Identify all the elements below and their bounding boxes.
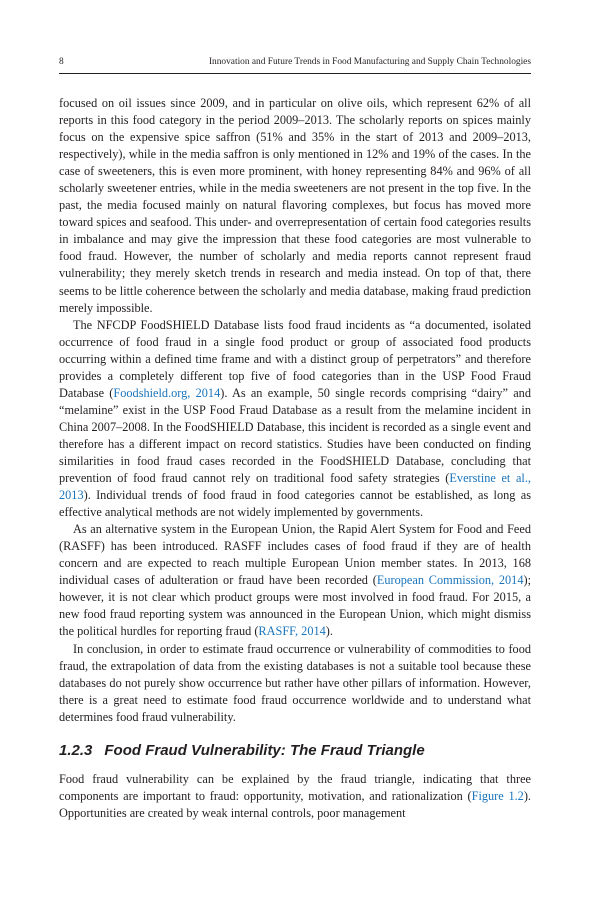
paragraph-2-text-c: ). Individual trends of food fraud in food categories cannot be established, as long as effective analytical methods are not widely implemented by governments. xyxy=(59,488,531,520)
paragraph-1-text: focused on oil issues since 2009, and in particular on olive oils, which represent 62% of all reports in this food category in the period 2009–2013. The scholarly reports on spices mainly focus on the expensive spice saffron (51% and 35% in the start of 2013 and 2009–2013, respectively), while in the media saffron is only mentioned in 12% and 19% of the cases. In the case of sweeteners, this is even more prominent, with honey representing 84% and 96% of all scholarly sweetener entries, while in the media sweeteners are not present in the top five. In the past, the media focused mainly on natural flavoring complexes, but focus has moved more toward spices and seafood. This under- and overrepresentation of certain food categories results in imbalance and may give the impression that these food categories are most vulnerable to food fraud. However, the number of scholarly and media reports cannot represent fraud vulnerability; they merely sketch trends in research and media instead. On top of that, there seems to be little coherence between the scholarly and media database, making fraud prediction merely impossible. xyxy=(59,96,531,315)
paragraph-5 xyxy=(59,771,531,822)
citation-rasff[interactable]: RASFF, 2014 xyxy=(258,624,326,639)
citation-foodshield[interactable]: Foodshield.org, 2014 xyxy=(113,385,221,400)
page-number: 8 xyxy=(59,57,64,67)
citation-european-commission[interactable]: European Commission, 2014 xyxy=(376,573,524,588)
figure-reference[interactable]: Figure 1.2 xyxy=(471,788,524,803)
paragraph-3 xyxy=(59,521,531,640)
book-page xyxy=(59,0,531,900)
paragraph-4-text: In conclusion, in order to estimate fraud occurrence or vulnerability of commodities to food fraud, the extrapolation of data from the existing databases is not a suitable tool because these databases do not purely show occurrence but rather have other pillars of information. However, there is a great need to estimate food fraud occurrence worldwide and to understand what determines food fraud vulnerability. xyxy=(59,641,531,724)
paragraph-5-text-b: ). Opportunities are created by weak internal controls, poor management xyxy=(59,788,531,820)
paragraph-3-text-b: ); however, it is not clear which product groups were most involved in food fraud. For 2015, a new food fraud reporting system was announced in the European Union, which might dismiss the political hurdles for reporting fraud ( xyxy=(59,573,531,639)
paragraph-4 xyxy=(59,641,531,726)
citation-everstine[interactable]: Everstine et al., 2013 xyxy=(59,471,532,503)
header-rule xyxy=(59,73,531,74)
running-header xyxy=(59,56,531,68)
section-title: Food Fraud Vulnerability: The Fraud Triangle xyxy=(104,741,425,759)
paragraph-2 xyxy=(59,317,531,522)
paragraph-1 xyxy=(59,95,531,317)
paragraph-2-text-a: The NFCDP FoodSHIELD Database lists food fraud incidents as “a documented, isolated occurrence of food fraud in a single food product or group of associated food products occurring within a defined time frame and with a distinct group of perpetrators” and therefore provides a completely different top five of food categories than in the USP Food Fraud Database ( xyxy=(59,317,531,400)
section-heading xyxy=(59,740,531,762)
body-text xyxy=(59,95,531,822)
paragraph-3-text-a: As an alternative system in the European Union, the Rapid Alert System for Food and Feed (RASFF) has been introduced. RASFF includes cases of food fraud if they are of health concern and are expected to reach multiple European Union member states. In 2013, 168 individual cases of adulteration or fraud have been recorded ( xyxy=(59,522,531,588)
paragraph-2-text-b: ). As an example, 50 single records comprising “dairy” and “melamine” exist in the USP Food Fraud Database as a result from the melamine incident in China 2007–2008. In the FoodSHIELD Database, this incident is recorded as a single event and therefore has a different impact on record statistics. Studies have been conducted on finding similarities in food fraud cases recorded in the FoodSHIELD Database, concluding that prevention of food fraud cannot rely on traditional food safety strategies ( xyxy=(59,385,531,486)
paragraph-5-text-a: Food fraud vulnerability can be explained by the fraud triangle, indicating that three components are important to fraud: opportunity, motivation, and rationalization ( xyxy=(59,771,531,803)
section-number: 1.2.3 xyxy=(59,741,93,759)
paragraph-3-text-c: ). xyxy=(325,624,333,639)
running-title: Innovation and Future Trends in Food Manufacturing and Supply Chain Technologies xyxy=(208,57,531,67)
